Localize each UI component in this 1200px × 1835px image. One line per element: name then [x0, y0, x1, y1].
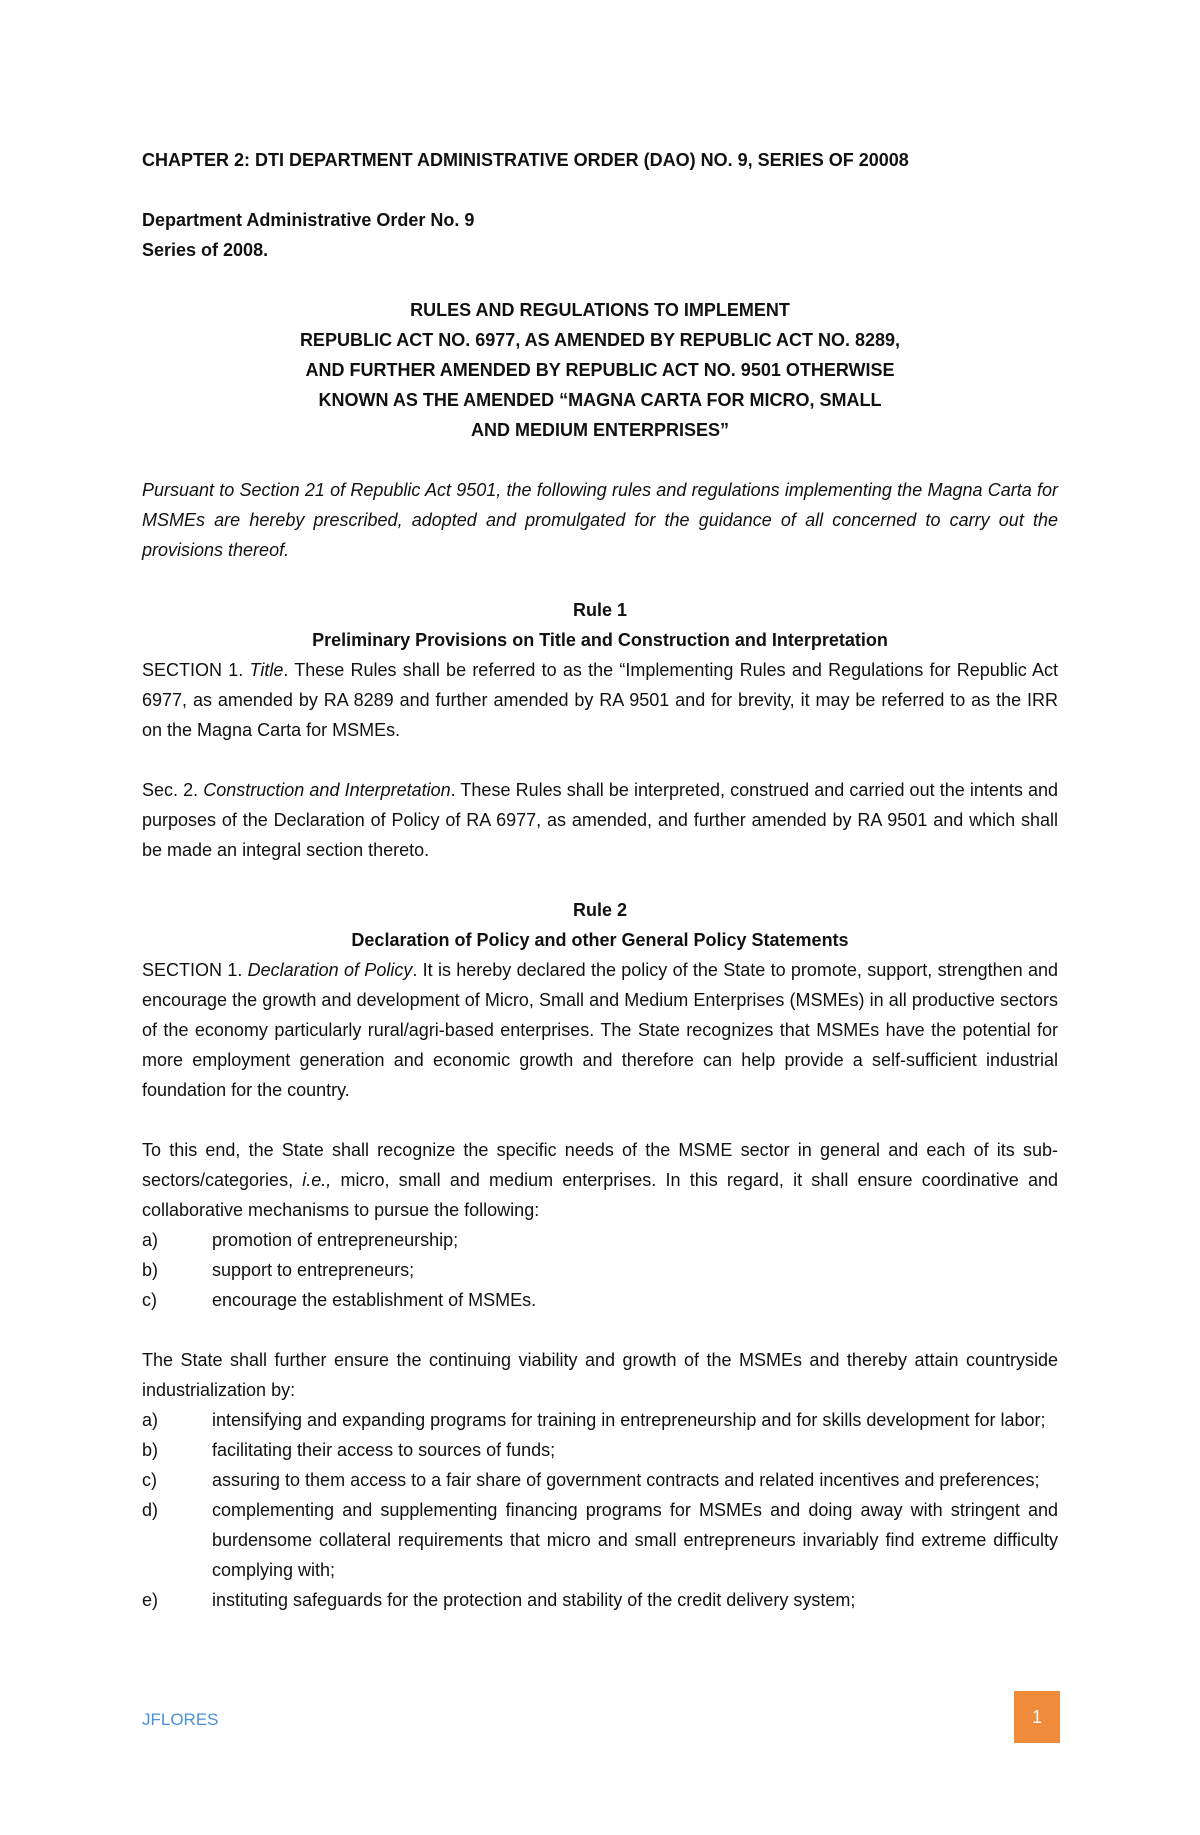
page-number-badge: 1: [1014, 1691, 1060, 1743]
ie-text: i.e.,: [302, 1170, 332, 1190]
list-marker: c): [142, 1290, 157, 1310]
list-text: complementing and supplementing financing programs for MSMEs and doing away with stringent and burdensome collateral requirements that micro and small entrepreneurs invariably find extreme difficulty complying with;: [212, 1500, 1058, 1580]
rule2-paragraph-3: The State shall further ensure the continuing viability and growth of the MSMEs and thereby attain countryside industrialization by:: [142, 1350, 1058, 1400]
section-label: Sec. 2.: [142, 780, 204, 800]
rule1-heading: Rule 1: [572, 600, 628, 620]
chapter-heading: CHAPTER 2: DTI DEPARTMENT ADMINISTRATIVE ORDER (DAO) NO. 9, SERIES OF 20008: [142, 150, 909, 170]
list-text: encourage the establishment of MSMEs.: [212, 1290, 537, 1310]
list-marker: c): [142, 1470, 157, 1490]
list-marker: e): [142, 1590, 159, 1610]
rule1-section1: [142, 655, 1058, 745]
list-text: support to entrepreneurs;: [212, 1260, 415, 1280]
list-item: [142, 1495, 1058, 1585]
rule2-paragraph-2: [142, 1135, 1058, 1225]
list-marker: b): [142, 1260, 159, 1280]
footer-author: JFLORES: [142, 1710, 219, 1729]
section-label: SECTION 1.: [142, 660, 250, 680]
list-item: [142, 1405, 1058, 1435]
list-text: instituting safeguards for the protection and stability of the credit delivery system;: [212, 1590, 856, 1610]
list-item: [142, 1585, 1058, 1615]
list-item: [142, 1465, 1058, 1495]
list-objectives: [142, 1225, 1058, 1315]
rule2-subheading: Declaration of Policy and other General Policy Statements: [351, 930, 849, 950]
list-marker: b): [142, 1440, 159, 1460]
rule2-section1: [142, 955, 1058, 1105]
title-line-3: AND FURTHER AMENDED BY REPUBLIC ACT NO. 9501 OTHERWISE: [305, 360, 895, 380]
title-line-5: AND MEDIUM ENTERPRISES”: [470, 420, 730, 440]
title-line-1: RULES AND REGULATIONS TO IMPLEMENT: [410, 300, 790, 320]
rule1-section2: [142, 775, 1058, 865]
dao-series: Series of 2008.: [142, 240, 269, 260]
dao-number: Department Administrative Order No. 9: [142, 210, 475, 230]
list-marker: a): [142, 1230, 159, 1250]
section-title: Title: [249, 660, 284, 680]
section-text: . These Rules shall be interpreted, construed and carried out the intents and purposes of the Declaration of Policy of RA 6977, as amended, and further amended by RA 9501 and which shall be made an integral section thereto.: [142, 780, 1059, 860]
list-measures: [142, 1405, 1058, 1615]
paragraph-text: To this end, the State shall recognize the specific needs of the MSME sector in general and each of its sub-sectors/categories,: [142, 1140, 1058, 1190]
title-line-4: KNOWN AS THE AMENDED “MAGNA CARTA FOR MICRO, SMALL: [318, 390, 882, 410]
rule2-heading: Rule 2: [572, 900, 628, 920]
list-text: facilitating their access to sources of funds;: [212, 1440, 556, 1460]
list-text: intensifying and expanding programs for training in entrepreneurship and for skills development for labor;: [212, 1410, 1046, 1430]
section-text: . These Rules shall be referred to as the “Implementing Rules and Regulations for Republic Act 6977, as amended by RA 8289 and further amended by RA 9501 and for brevity, it may be referred to as the IRR on the Magna Carta for MSMEs.: [142, 660, 1058, 740]
rule1-subheading: Preliminary Provisions on Title and Construction and Interpretation: [312, 630, 888, 650]
list-item: [142, 1435, 1058, 1465]
list-item: [142, 1255, 1058, 1285]
list-marker: a): [142, 1410, 159, 1430]
list-text: assuring to them access to a fair share of government contracts and related incentives and preferences;: [212, 1470, 1040, 1490]
section-text: . It is hereby declared the policy of the State to promote, support, strengthen and encourage the growth and development of Micro, Small and Medium Enterprises (MSMEs) in all productive sectors of the economy particularly rural/agri-based enterprises. The State recognizes that MSMEs have the potential for more employment generation and economic growth and therefore can help provide a self-sufficient industrial foundation for the country.: [142, 960, 1058, 1100]
title-line-2: REPUBLIC ACT NO. 6977, AS AMENDED BY REPUBLIC ACT NO. 8289,: [299, 330, 901, 350]
section-label: SECTION 1.: [142, 960, 248, 980]
document-body: [142, 145, 1058, 1615]
list-item: [142, 1225, 1058, 1255]
section-title: Declaration of Policy: [247, 960, 413, 980]
preamble: Pursuant to Section 21 of Republic Act 9501, the following rules and regulations implementing the Magna Carta for MSMEs are hereby prescribed, adopted and promulgated for the guidance of all concerned to carry out the provisions thereof.: [142, 480, 1058, 560]
list-text: promotion of entrepreneurship;: [212, 1230, 459, 1250]
list-marker: d): [142, 1500, 159, 1520]
section-title: Construction and Interpretation: [203, 780, 451, 800]
paragraph-text: micro, small and medium enterprises. In this regard, it shall ensure coordinative and collaborative mechanisms to pursue the following:: [142, 1170, 1059, 1220]
list-item: [142, 1285, 1058, 1315]
